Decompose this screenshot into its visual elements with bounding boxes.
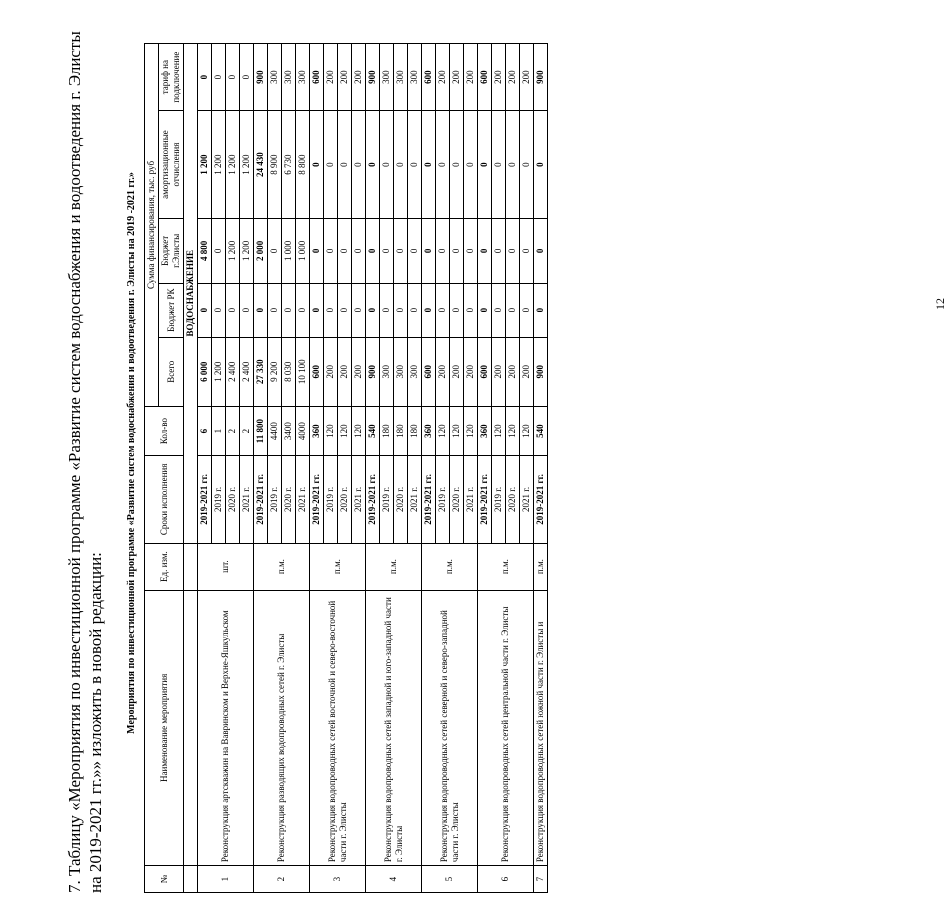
cell-budget-rk: 0 xyxy=(492,283,506,337)
cell-amortization: 0 xyxy=(492,111,506,219)
cell-period: 2021 г. xyxy=(352,456,366,543)
item-number: 7 xyxy=(534,866,548,893)
item-name: Реконструкция артскважин на Вавринском и Верхне-Яшкульском xyxy=(198,590,254,866)
cell-period: 2019-2021 гг. xyxy=(534,456,548,543)
cell-budget-city: 1 000 xyxy=(282,218,296,283)
cell-tariff: 300 xyxy=(296,44,310,111)
cell-amortization: 0 xyxy=(506,111,520,219)
cell-amortization: 0 xyxy=(366,111,380,219)
cell-total: 200 xyxy=(338,337,352,406)
cell-total: 300 xyxy=(408,337,422,406)
item-number: 2 xyxy=(254,866,310,893)
cell-budget-city: 0 xyxy=(366,218,380,283)
cell-total: 600 xyxy=(310,337,324,406)
item-unit: п.м. xyxy=(422,543,478,590)
cell-qty: 6 xyxy=(198,406,212,455)
cell-total: 300 xyxy=(394,337,408,406)
cell-budget-city: 1 000 xyxy=(296,218,310,283)
cell-budget-city: 0 xyxy=(212,218,226,283)
cell-amortization: 0 xyxy=(520,111,534,219)
cell-tariff: 600 xyxy=(310,44,324,111)
cell-budget-city: 0 xyxy=(408,218,422,283)
cell-total: 1 200 xyxy=(212,337,226,406)
item-number: 4 xyxy=(366,866,422,893)
header-qty: Кол-во xyxy=(145,406,184,455)
cell-qty: 120 xyxy=(324,406,338,455)
cell-period: 2021 г. xyxy=(464,456,478,543)
item-total-row xyxy=(422,44,436,893)
cell-budget-rk: 0 xyxy=(478,283,492,337)
item-name: Реконструкция водопроводных сетей восточной и северо-восточной части г. Элисты xyxy=(310,590,366,866)
cell-total: 200 xyxy=(436,337,450,406)
cell-budget-rk: 0 xyxy=(198,283,212,337)
cell-budget-city: 0 xyxy=(422,218,436,283)
cell-total: 600 xyxy=(422,337,436,406)
cell-budget-rk: 0 xyxy=(352,283,366,337)
cell-budget-city: 0 xyxy=(268,218,282,283)
cell-amortization: 0 xyxy=(394,111,408,219)
cell-qty: 120 xyxy=(352,406,366,455)
cell-amortization: 24 430 xyxy=(254,111,268,219)
cell-budget-rk: 0 xyxy=(380,283,394,337)
cell-period: 2020 г. xyxy=(450,456,464,543)
cell-amortization: 0 xyxy=(380,111,394,219)
header-amortization: амортизационные отчисления xyxy=(159,111,184,219)
cell-budget-city: 0 xyxy=(506,218,520,283)
cell-budget-rk: 0 xyxy=(338,283,352,337)
section-title: ВОДОСНАБЖЕНИЕ xyxy=(184,44,198,544)
cell-amortization: 6 730 xyxy=(282,111,296,219)
cell-budget-rk: 0 xyxy=(240,283,254,337)
cell-qty: 540 xyxy=(534,406,548,455)
cell-qty: 540 xyxy=(366,406,380,455)
cell-budget-city: 0 xyxy=(492,218,506,283)
cell-qty: 180 xyxy=(394,406,408,455)
cell-tariff: 200 xyxy=(338,44,352,111)
cell-total: 200 xyxy=(506,337,520,406)
cell-amortization: 1 200 xyxy=(212,111,226,219)
item-total-row xyxy=(310,44,324,893)
cell-budget-city: 4 800 xyxy=(198,218,212,283)
cell-total: 2 400 xyxy=(240,337,254,406)
cell-amortization: 0 xyxy=(324,111,338,219)
cell-budget-city: 1 200 xyxy=(226,218,240,283)
rotated-page-content xyxy=(60,13,947,893)
cell-budget-rk: 0 xyxy=(450,283,464,337)
cell-budget-rk: 0 xyxy=(422,283,436,337)
cell-amortization: 0 xyxy=(310,111,324,219)
cell-amortization: 8 800 xyxy=(296,111,310,219)
document-caption: 7. Таблицу «Мероприятия по инвестиционной программе «Развитие систем водоснабжения и водоотведения г. Элисты на 2019-2021 гг.»» изложить в новой редакции: xyxy=(65,31,105,893)
cell-period: 2020 г. xyxy=(394,456,408,543)
item-unit: п.м. xyxy=(478,543,534,590)
cell-total: 900 xyxy=(366,337,380,406)
cell-period: 2021 г. xyxy=(240,456,254,543)
item-unit: п.м. xyxy=(534,543,548,590)
cell-total: 200 xyxy=(352,337,366,406)
cell-amortization: 0 xyxy=(338,111,352,219)
cell-qty: 2 xyxy=(240,406,254,455)
cell-qty: 11 800 xyxy=(254,406,268,455)
cell-tariff: 0 xyxy=(212,44,226,111)
cell-tariff: 200 xyxy=(450,44,464,111)
cell-qty: 360 xyxy=(310,406,324,455)
cell-total: 6 000 xyxy=(198,337,212,406)
cell-total: 200 xyxy=(450,337,464,406)
investment-table xyxy=(144,43,548,893)
cell-budget-rk: 0 xyxy=(436,283,450,337)
cell-budget-rk: 0 xyxy=(310,283,324,337)
cell-qty: 1 xyxy=(212,406,226,455)
item-total-row xyxy=(198,44,212,893)
cell-budget-city: 0 xyxy=(380,218,394,283)
cell-budget-rk: 0 xyxy=(506,283,520,337)
cell-qty: 120 xyxy=(436,406,450,455)
cell-qty: 2 xyxy=(226,406,240,455)
cell-qty: 120 xyxy=(338,406,352,455)
cell-total: 300 xyxy=(380,337,394,406)
header-tariff: тариф на подключение xyxy=(159,44,184,111)
cell-qty: 4000 xyxy=(296,406,310,455)
item-name: Реконструкция водопроводных сетей южной части г. Элисты и xyxy=(534,590,548,866)
cell-tariff: 300 xyxy=(268,44,282,111)
cell-qty: 360 xyxy=(478,406,492,455)
cell-budget-rk: 0 xyxy=(520,283,534,337)
cell-budget-city: 0 xyxy=(436,218,450,283)
cell-amortization: 1 200 xyxy=(226,111,240,219)
cell-period: 2019 г. xyxy=(436,456,450,543)
cell-period: 2021 г. xyxy=(408,456,422,543)
cell-tariff: 900 xyxy=(366,44,380,111)
cell-budget-rk: 0 xyxy=(324,283,338,337)
cell-budget-rk: 0 xyxy=(212,283,226,337)
cell-budget-city: 0 xyxy=(534,218,548,283)
cell-budget-city: 0 xyxy=(464,218,478,283)
cell-tariff: 0 xyxy=(226,44,240,111)
cell-qty: 120 xyxy=(492,406,506,455)
cell-qty: 120 xyxy=(506,406,520,455)
cell-budget-city: 0 xyxy=(352,218,366,283)
item-name: Реконструкция разводящих водопроводных сетей г. Элисты xyxy=(254,590,310,866)
cell-qty: 120 xyxy=(464,406,478,455)
header-budget-city: Бюджет г.Элисты xyxy=(159,218,184,283)
cell-amortization: 0 xyxy=(464,111,478,219)
item-total-row xyxy=(366,44,380,893)
cell-amortization: 1 200 xyxy=(240,111,254,219)
header-num: № xyxy=(145,866,184,893)
cell-tariff: 0 xyxy=(198,44,212,111)
cell-period: 2019-2021 гг. xyxy=(478,456,492,543)
cell-budget-city: 2 000 xyxy=(254,218,268,283)
cell-budget-rk: 0 xyxy=(464,283,478,337)
item-unit: шт. xyxy=(198,543,254,590)
item-name: Реконструкция водопроводных сетей северной и северо-западной части г. Элисты xyxy=(422,590,478,866)
cell-tariff: 200 xyxy=(436,44,450,111)
cell-period: 2019-2021 гг. xyxy=(366,456,380,543)
item-total-row xyxy=(254,44,268,893)
cell-tariff: 200 xyxy=(352,44,366,111)
cell-period: 2020 г. xyxy=(338,456,352,543)
cell-tariff: 300 xyxy=(394,44,408,111)
header-name: Наименование мероприятия xyxy=(145,590,184,866)
cell-budget-rk: 0 xyxy=(534,283,548,337)
header-unit: Ед. изм. xyxy=(145,543,184,590)
header-period: Сроки исполнения xyxy=(145,456,184,543)
cell-period: 2019 г. xyxy=(268,456,282,543)
cell-tariff: 200 xyxy=(506,44,520,111)
cell-period: 2019 г. xyxy=(380,456,394,543)
cell-amortization: 8 900 xyxy=(268,111,282,219)
cell-tariff: 300 xyxy=(282,44,296,111)
table-body xyxy=(184,44,548,893)
cell-qty: 4400 xyxy=(268,406,282,455)
cell-total: 8 030 xyxy=(282,337,296,406)
cell-qty: 180 xyxy=(408,406,422,455)
header-budget-rk: Бюджет РК xyxy=(159,283,184,337)
cell-tariff: 600 xyxy=(422,44,436,111)
cell-qty: 3400 xyxy=(282,406,296,455)
cell-budget-rk: 0 xyxy=(408,283,422,337)
cell-amortization: 0 xyxy=(534,111,548,219)
cell-amortization: 1 200 xyxy=(198,111,212,219)
cell-period: 2019-2021 гг. xyxy=(254,456,268,543)
cell-tariff: 200 xyxy=(324,44,338,111)
cell-qty: 120 xyxy=(520,406,534,455)
cell-total: 200 xyxy=(324,337,338,406)
item-number: 5 xyxy=(422,866,478,893)
cell-total: 200 xyxy=(520,337,534,406)
cell-total: 900 xyxy=(534,337,548,406)
cell-total: 200 xyxy=(464,337,478,406)
cell-period: 2021 г. xyxy=(296,456,310,543)
item-name: Реконструкция водопроводных сетей западной и юго-западной части г. Элисты xyxy=(366,590,422,866)
cell-budget-rk: 0 xyxy=(226,283,240,337)
header-funding: Сумма финансирования, тыс. руб xyxy=(145,44,159,407)
cell-tariff: 300 xyxy=(408,44,422,111)
item-unit: п.м. xyxy=(310,543,366,590)
cell-tariff: 600 xyxy=(478,44,492,111)
cell-amortization: 0 xyxy=(450,111,464,219)
cell-budget-city: 0 xyxy=(338,218,352,283)
cell-amortization: 0 xyxy=(436,111,450,219)
cell-budget-city: 0 xyxy=(450,218,464,283)
cell-tariff: 300 xyxy=(380,44,394,111)
cell-qty: 120 xyxy=(450,406,464,455)
cell-total: 9 200 xyxy=(268,337,282,406)
cell-period: 2019 г. xyxy=(492,456,506,543)
cell-budget-city: 0 xyxy=(478,218,492,283)
cell-budget-city: 0 xyxy=(324,218,338,283)
item-total-row xyxy=(534,44,548,893)
item-number: 6 xyxy=(478,866,534,893)
item-unit: п.м. xyxy=(366,543,422,590)
cell-budget-city: 0 xyxy=(520,218,534,283)
cell-tariff: 900 xyxy=(254,44,268,111)
cell-budget-rk: 0 xyxy=(366,283,380,337)
cell-budget-city: 0 xyxy=(310,218,324,283)
item-total-row xyxy=(478,44,492,893)
table-title: Мероприятия по инвестиционной программе «Развитие систем водоснабжения и водоотведения г. Элисты на 2019 -2021 гг.» xyxy=(126,172,137,734)
section-row xyxy=(184,44,198,893)
item-number: 3 xyxy=(310,866,366,893)
cell-tariff: 900 xyxy=(534,44,548,111)
cell-budget-rk: 0 xyxy=(282,283,296,337)
cell-period: 2019-2021 гг. xyxy=(198,456,212,543)
cell-total: 200 xyxy=(492,337,506,406)
cell-total: 10 100 xyxy=(296,337,310,406)
item-number: 1 xyxy=(198,866,254,893)
cell-period: 2019 г. xyxy=(324,456,338,543)
cell-budget-city: 1 200 xyxy=(240,218,254,283)
cell-period: 2019-2021 гг. xyxy=(310,456,324,543)
cell-period: 2020 г. xyxy=(506,456,520,543)
cell-total: 600 xyxy=(478,337,492,406)
item-unit: п.м. xyxy=(254,543,310,590)
page-number: 12 xyxy=(933,298,947,310)
cell-amortization: 0 xyxy=(408,111,422,219)
cell-period: 2019-2021 гг. xyxy=(422,456,436,543)
cell-tariff: 200 xyxy=(520,44,534,111)
cell-qty: 180 xyxy=(380,406,394,455)
cell-budget-rk: 0 xyxy=(268,283,282,337)
cell-amortization: 0 xyxy=(422,111,436,219)
cell-period: 2021 г. xyxy=(520,456,534,543)
cell-qty: 360 xyxy=(422,406,436,455)
cell-total: 27 330 xyxy=(254,337,268,406)
header-total: Всего xyxy=(159,337,184,406)
cell-budget-rk: 0 xyxy=(296,283,310,337)
cell-tariff: 200 xyxy=(464,44,478,111)
cell-budget-city: 0 xyxy=(394,218,408,283)
cell-amortization: 0 xyxy=(352,111,366,219)
cell-budget-rk: 0 xyxy=(254,283,268,337)
cell-period: 2020 г. xyxy=(282,456,296,543)
cell-total: 2 400 xyxy=(226,337,240,406)
cell-budget-rk: 0 xyxy=(394,283,408,337)
cell-amortization: 0 xyxy=(478,111,492,219)
item-name: Реконструкция водопроводных сетей центральной части г. Элисты xyxy=(478,590,534,866)
cell-tariff: 200 xyxy=(492,44,506,111)
cell-period: 2019 г. xyxy=(212,456,226,543)
cell-tariff: 0 xyxy=(240,44,254,111)
cell-period: 2020 г. xyxy=(226,456,240,543)
